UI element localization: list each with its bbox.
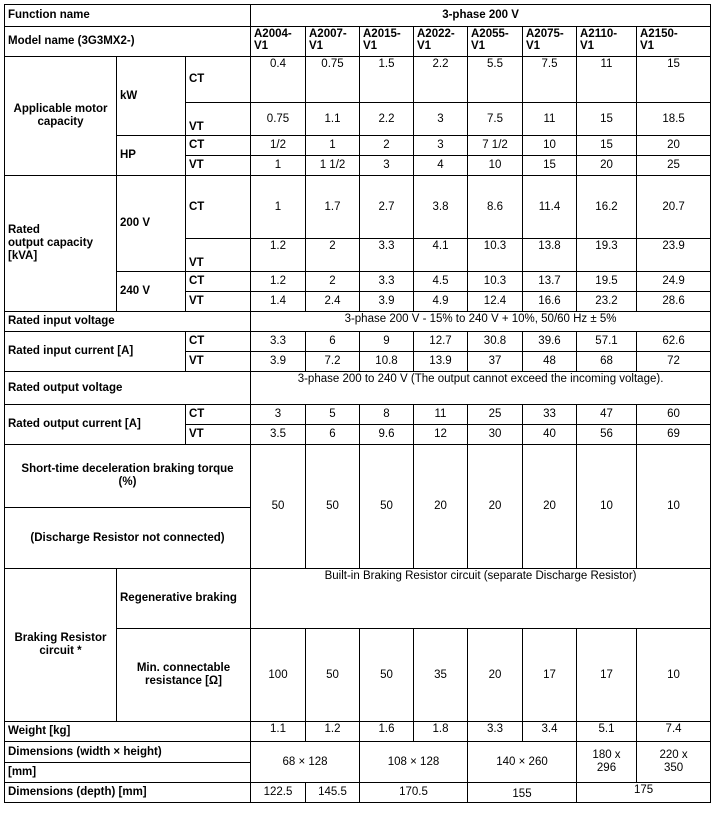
ct-label: CT	[186, 136, 251, 156]
value-cell: 6	[306, 332, 360, 352]
row-capacity-200-ct	[5, 176, 711, 239]
value-cell: 20	[577, 156, 637, 176]
model-name: A2075- V1	[523, 27, 577, 57]
value-cell: 155	[468, 783, 577, 803]
value-cell: 8.6	[468, 176, 523, 239]
value-cell: 6	[306, 425, 360, 445]
vt-label: VT	[186, 239, 251, 272]
ct-label: CT	[186, 57, 251, 103]
value-cell: 3.8	[414, 176, 468, 239]
value-cell: 12	[414, 425, 468, 445]
value-cell: 40	[523, 425, 577, 445]
value-cell: 50	[360, 445, 414, 569]
input-current-label: Rated input current [A]	[5, 332, 186, 372]
value-cell: 11.4	[523, 176, 577, 239]
value-cell: 69	[637, 425, 711, 445]
value-cell: 15	[577, 136, 637, 156]
value-cell: 11	[523, 103, 577, 136]
regenerative-braking-value: Built-in Braking Resistor circuit (separate Discharge Resistor)	[251, 569, 711, 629]
value-cell: 4	[414, 156, 468, 176]
value-cell: 2.7	[360, 176, 414, 239]
value-cell: 20	[468, 445, 523, 569]
model-name-label: Model name (3G3MX2-)	[5, 27, 251, 57]
value-cell: 3.5	[251, 425, 306, 445]
value-cell: 1.1	[306, 103, 360, 136]
braking-torque-label: Short-time deceleration braking torque (%)	[5, 445, 251, 508]
value-cell: 10	[577, 445, 637, 569]
value-cell: 19.5	[577, 272, 637, 292]
value-cell: 60	[637, 405, 711, 425]
value-cell: 10	[637, 445, 711, 569]
value-cell: 48	[523, 352, 577, 372]
ct-label: CT	[186, 176, 251, 239]
row-input-current-ct	[5, 332, 711, 352]
input-voltage-value: 3-phase 200 V - 15% to 240 V + 10%, 50/60 Hz ± 5%	[251, 312, 711, 332]
min-resistance-label: Min. connectable resistance [Ω]	[117, 629, 251, 722]
value-cell: 2	[360, 136, 414, 156]
vt-label: VT	[186, 103, 251, 136]
capacity-200v-label: 200 V	[117, 176, 186, 272]
value-cell: 7 1/2	[468, 136, 523, 156]
value-cell: 20	[637, 136, 711, 156]
value-cell: 3.9	[251, 352, 306, 372]
ct-label: CT	[186, 332, 251, 352]
value-cell: 3	[360, 156, 414, 176]
value-cell: 1.8	[414, 722, 468, 742]
ct-label: CT	[186, 405, 251, 425]
value-cell: 4.1	[414, 239, 468, 272]
value-cell: 12.4	[468, 292, 523, 312]
value-cell: 2.2	[360, 103, 414, 136]
value-cell: 20	[468, 629, 523, 722]
model-name: A2004- V1	[251, 27, 306, 57]
model-name: A2022- V1	[414, 27, 468, 57]
value-cell: 12.7	[414, 332, 468, 352]
value-cell: 23.9	[637, 239, 711, 272]
value-cell: 2.2	[414, 57, 468, 103]
value-cell: 10	[523, 136, 577, 156]
vt-label: VT	[186, 352, 251, 372]
value-cell: 9	[360, 332, 414, 352]
row-motor-kw-ct	[5, 57, 711, 103]
output-current-label: Rated output current [A]	[5, 405, 186, 445]
value-cell: 2	[306, 272, 360, 292]
value-cell: 19.3	[577, 239, 637, 272]
value-cell: 7.5	[468, 103, 523, 136]
value-cell: 57.1	[577, 332, 637, 352]
row-output-current-ct	[5, 405, 711, 425]
output-voltage-value: 3-phase 200 to 240 V (The output cannot exceed the incoming voltage).	[251, 372, 711, 405]
value-cell: 5.5	[468, 57, 523, 103]
vt-label: VT	[186, 292, 251, 312]
value-cell: 50	[306, 445, 360, 569]
value-cell: 20.7	[637, 176, 711, 239]
value-cell: 108 × 128	[360, 742, 468, 783]
value-cell: 37	[468, 352, 523, 372]
value-cell: 3	[414, 136, 468, 156]
value-cell: 15	[523, 156, 577, 176]
value-cell: 0.4	[251, 57, 306, 103]
ct-label: CT	[186, 272, 251, 292]
weight-label: Weight [kg]	[5, 722, 251, 742]
regenerative-braking-label: Regenerative braking	[117, 569, 251, 629]
value-cell: 1.1	[251, 722, 306, 742]
value-cell: 5.1	[577, 722, 637, 742]
row-regenerative-braking	[5, 569, 711, 629]
value-cell: 33	[523, 405, 577, 425]
capacity-240v-label: 240 V	[117, 272, 186, 312]
braking-torque-note: (Discharge Resistor not connected)	[5, 508, 251, 569]
value-cell: 3.3	[468, 722, 523, 742]
value-cell: 3.3	[360, 239, 414, 272]
value-cell: 13.7	[523, 272, 577, 292]
value-cell: 50	[251, 445, 306, 569]
value-cell: 1.6	[360, 722, 414, 742]
value-cell: 50	[360, 629, 414, 722]
value-cell: 20	[523, 445, 577, 569]
value-cell: 7.2	[306, 352, 360, 372]
value-cell: 3	[251, 405, 306, 425]
model-name: A2007- V1	[306, 27, 360, 57]
motor-hp-label: HP	[117, 136, 186, 176]
value-cell: 56	[577, 425, 637, 445]
group-header: 3-phase 200 V	[251, 5, 711, 27]
value-cell: 140 × 260	[468, 742, 577, 783]
value-cell: 10.3	[468, 239, 523, 272]
value-cell: 8	[360, 405, 414, 425]
value-cell: 68	[577, 352, 637, 372]
value-cell: 30.8	[468, 332, 523, 352]
row-output-voltage	[5, 372, 711, 405]
value-cell: 2	[306, 239, 360, 272]
output-voltage-label: Rated output voltage	[5, 372, 251, 405]
value-cell: 2.4	[306, 292, 360, 312]
value-cell: 3	[414, 103, 468, 136]
model-name: A2150- V1	[637, 27, 711, 57]
value-cell: 1.2	[306, 722, 360, 742]
value-cell: 16.2	[577, 176, 637, 239]
value-cell: 28.6	[637, 292, 711, 312]
value-cell: 4.5	[414, 272, 468, 292]
value-cell: 18.5	[637, 103, 711, 136]
model-name: A2055- V1	[468, 27, 523, 57]
value-cell: 72	[637, 352, 711, 372]
dimensions-wh-label: Dimensions (width × height)	[5, 742, 251, 763]
row-dimensions-wh	[5, 742, 711, 763]
dimensions-wh-unit: [mm]	[5, 763, 251, 783]
value-cell: 11	[577, 57, 637, 103]
value-cell: 1.5	[360, 57, 414, 103]
value-cell: 20	[414, 445, 468, 569]
value-cell: 68 × 128	[251, 742, 360, 783]
value-cell: 25	[468, 405, 523, 425]
value-cell: 15	[577, 103, 637, 136]
value-cell: 9.6	[360, 425, 414, 445]
value-cell: 170.5	[360, 783, 468, 803]
value-cell: 10.3	[468, 272, 523, 292]
value-cell: 10	[468, 156, 523, 176]
row-braking-torque	[5, 445, 711, 508]
value-cell: 1.7	[306, 176, 360, 239]
value-cell: 35	[414, 629, 468, 722]
value-cell: 5	[306, 405, 360, 425]
spec-table	[4, 4, 711, 803]
value-cell: 220 x 350	[637, 742, 711, 783]
value-cell: 3.4	[523, 722, 577, 742]
function-name-label: Function name	[5, 5, 251, 27]
row-weight	[5, 722, 711, 742]
value-cell: 24.9	[637, 272, 711, 292]
value-cell: 0.75	[306, 57, 360, 103]
model-name: A2110- V1	[577, 27, 637, 57]
value-cell: 1 1/2	[306, 156, 360, 176]
value-cell: 13.9	[414, 352, 468, 372]
value-cell: 145.5	[306, 783, 360, 803]
value-cell: 10.8	[360, 352, 414, 372]
value-cell: 1/2	[251, 136, 306, 156]
value-cell: 1	[251, 156, 306, 176]
motor-capacity-label: Applicable motor capacity	[5, 57, 117, 176]
vt-label: VT	[186, 156, 251, 176]
row-input-voltage	[5, 312, 711, 332]
input-voltage-label: Rated input voltage	[5, 312, 251, 332]
value-cell: 39.6	[523, 332, 577, 352]
value-cell: 0.75	[251, 103, 306, 136]
value-cell: 3.9	[360, 292, 414, 312]
row-model-name	[5, 27, 711, 57]
value-cell: 16.6	[523, 292, 577, 312]
value-cell: 15	[637, 57, 711, 103]
row-function-name	[5, 5, 711, 27]
value-cell: 7.4	[637, 722, 711, 742]
value-cell: 50	[306, 629, 360, 722]
value-cell: 122.5	[251, 783, 306, 803]
braking-circuit-label: Braking Resistor circuit *	[5, 569, 117, 722]
value-cell: 1.2	[251, 239, 306, 272]
value-cell: 10	[637, 629, 711, 722]
value-cell: 11	[414, 405, 468, 425]
value-cell: 3.3	[360, 272, 414, 292]
motor-kw-label: kW	[117, 57, 186, 136]
value-cell: 17	[523, 629, 577, 722]
value-cell: 1.2	[251, 272, 306, 292]
value-cell: 30	[468, 425, 523, 445]
dimensions-depth-label: Dimensions (depth) [mm]	[5, 783, 251, 803]
value-cell: 4.9	[414, 292, 468, 312]
value-cell: 13.8	[523, 239, 577, 272]
output-capacity-label: Rated output capacity [kVA]	[5, 176, 117, 312]
value-cell: 100	[251, 629, 306, 722]
value-cell: 25	[637, 156, 711, 176]
value-cell: 62.6	[637, 332, 711, 352]
model-name: A2015- V1	[360, 27, 414, 57]
value-cell: 3.3	[251, 332, 306, 352]
value-cell: 7.5	[523, 57, 577, 103]
value-cell: 175	[577, 783, 711, 803]
value-cell: 1	[306, 136, 360, 156]
value-cell: 1.4	[251, 292, 306, 312]
vt-label: VT	[186, 425, 251, 445]
value-cell: 17	[577, 629, 637, 722]
value-cell: 23.2	[577, 292, 637, 312]
row-dimensions-depth	[5, 783, 711, 803]
value-cell: 47	[577, 405, 637, 425]
value-cell: 1	[251, 176, 306, 239]
value-cell: 180 x 296	[577, 742, 637, 783]
